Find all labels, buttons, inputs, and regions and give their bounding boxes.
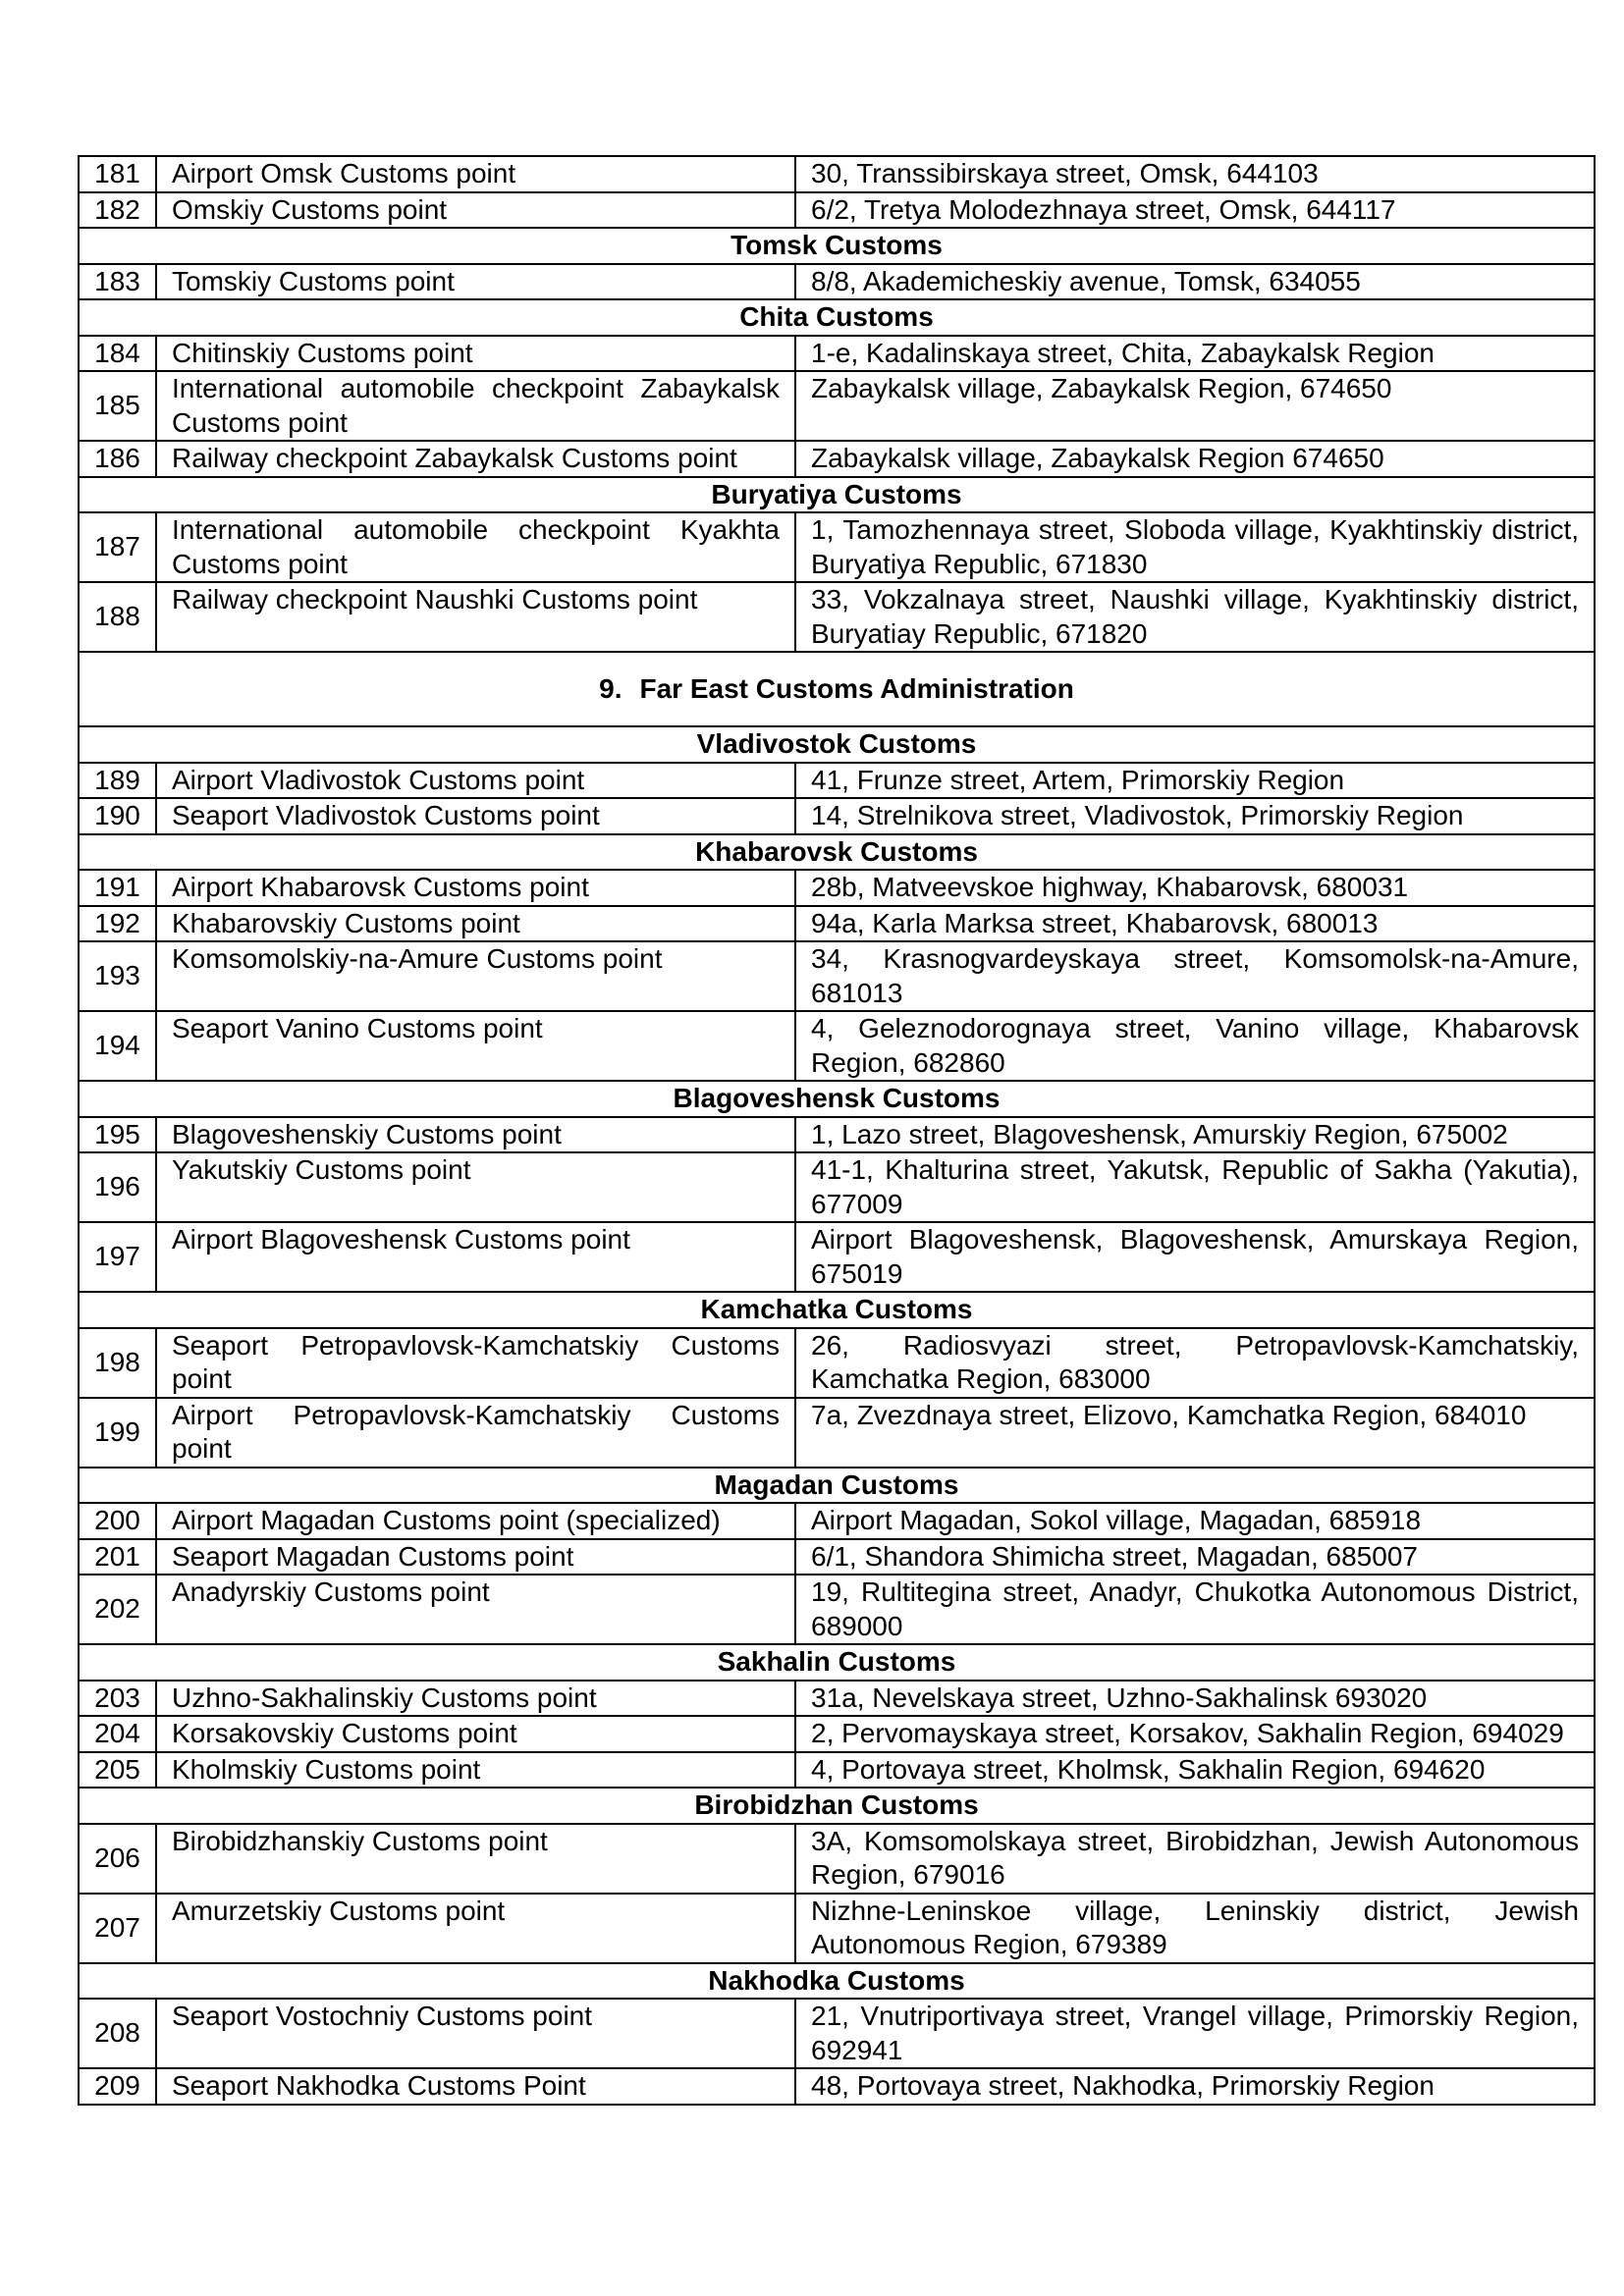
customs-point-address-cell: 28b, Matveevskoe highway, Khabarovsk, 680031 <box>795 870 1595 906</box>
customs-point-name-cell: Airport Petropavlovsk-Kamchatskiy Customs point <box>156 1398 795 1468</box>
row-number-cell: 194 <box>79 1011 156 1081</box>
customs-point-address-cell: 31a, Nevelskaya street, Uzhno-Sakhalinsk 693020 <box>795 1681 1595 1717</box>
table-row <box>79 192 1595 229</box>
customs-point-address-cell: Zabaykalsk village, Zabaykalsk Region 674650 <box>795 441 1595 477</box>
row-number-cell: 202 <box>79 1575 156 1644</box>
row-number-cell: 208 <box>79 1999 156 2068</box>
customs-group-heading: Buryatiya Customs <box>79 477 1595 513</box>
administration-section-row <box>79 652 1595 726</box>
table-row <box>79 441 1595 477</box>
customs-point-name-cell: Uzhno-Sakhalinskiy Customs point <box>156 1681 795 1717</box>
customs-point-name-cell: Seaport Petropavlovsk-Kamchatskiy Customs point <box>156 1328 795 1398</box>
customs-point-address-cell: Airport Magadan, Sokol village, Magadan, 685918 <box>795 1503 1595 1539</box>
customs-point-name-cell: Birobidzhanskiy Customs point <box>156 1824 795 1894</box>
administration-section-heading <box>79 652 1595 726</box>
customs-point-address-cell: 4, Geleznodorognaya street, Vanino village, Khabarovsk Region, 682860 <box>795 1011 1595 1081</box>
section-number: 9. <box>599 672 623 704</box>
row-number-cell: 198 <box>79 1328 156 1398</box>
row-number-cell: 186 <box>79 441 156 477</box>
row-number-cell: 200 <box>79 1503 156 1539</box>
table-row <box>79 1152 1595 1222</box>
customs-points-table <box>78 155 1596 2106</box>
customs-point-address-cell: 1, Tamozhennaya street, Sloboda village, Kyakhtinskiy district, Buryatiya Republic, 671830 <box>795 512 1595 582</box>
customs-point-name-cell: International automobile checkpoint Zabaykalsk Customs point <box>156 371 795 441</box>
customs-point-address-cell: 14, Strelnikova street, Vladivostok, Primorskiy Region <box>795 798 1595 834</box>
customs-point-address-cell: Nizhne-Leninskoe village, Leninskiy district, Jewish Autonomous Region, 679389 <box>795 1894 1595 1963</box>
row-number-cell: 201 <box>79 1539 156 1575</box>
customs-group-heading: Khabarovsk Customs <box>79 834 1595 871</box>
customs-group-heading: Birobidzhan Customs <box>79 1788 1595 1824</box>
table-row <box>79 2068 1595 2105</box>
customs-point-address-cell: 21, Vnutriportivaya street, Vrangel village, Primorskiy Region, 692941 <box>795 1999 1595 2068</box>
customs-point-name-cell: Seaport Vladivostok Customs point <box>156 798 795 834</box>
customs-point-address-cell: 48, Portovaya street, Nakhodka, Primorskiy Region <box>795 2068 1595 2105</box>
row-number-cell: 188 <box>79 582 156 652</box>
customs-point-address-cell: 41-1, Khalturina street, Yakutsk, Republic of Sakha (Yakutia), 677009 <box>795 1152 1595 1222</box>
table-row <box>79 371 1595 441</box>
customs-point-name-cell: Amurzetskiy Customs point <box>156 1894 795 1963</box>
customs-point-name-cell: International automobile checkpoint Kyakhta Customs point <box>156 512 795 582</box>
table-row <box>79 1398 1595 1468</box>
table-row <box>79 941 1595 1011</box>
customs-point-address-cell: Airport Blagoveshensk, Blagoveshensk, Amurskaya Region, 675019 <box>795 1222 1595 1292</box>
customs-point-name-cell: Seaport Vostochniy Customs point <box>156 1999 795 2068</box>
customs-point-address-cell: 8/8, Akademicheskiy avenue, Tomsk, 634055 <box>795 264 1595 300</box>
customs-point-name-cell: Airport Vladivostok Customs point <box>156 763 795 799</box>
customs-point-name-cell: Yakutskiy Customs point <box>156 1152 795 1222</box>
customs-group-heading: Sakhalin Customs <box>79 1644 1595 1681</box>
row-number-cell: 182 <box>79 192 156 229</box>
customs-group-row <box>79 726 1595 763</box>
table-row <box>79 1117 1595 1153</box>
customs-group-row <box>79 1081 1595 1117</box>
customs-point-name-cell: Railway checkpoint Zabaykalsk Customs point <box>156 441 795 477</box>
row-number-cell: 187 <box>79 512 156 582</box>
customs-point-name-cell: Chitinskiy Customs point <box>156 336 795 372</box>
row-number-cell: 185 <box>79 371 156 441</box>
table-row <box>79 582 1595 652</box>
customs-group-heading: Magadan Customs <box>79 1468 1595 1504</box>
customs-point-name-cell: Blagoveshenskiy Customs point <box>156 1117 795 1153</box>
customs-point-name-cell: Tomskiy Customs point <box>156 264 795 300</box>
customs-group-heading: Vladivostok Customs <box>79 726 1595 763</box>
customs-group-row <box>79 1788 1595 1824</box>
customs-group-row <box>79 1292 1595 1328</box>
row-number-cell: 207 <box>79 1894 156 1963</box>
customs-point-name-cell: Anadyrskiy Customs point <box>156 1575 795 1644</box>
row-number-cell: 197 <box>79 1222 156 1292</box>
row-number-cell: 181 <box>79 156 156 192</box>
customs-point-address-cell: 94a, Karla Marksa street, Khabarovsk, 680013 <box>795 906 1595 942</box>
customs-group-heading: Kamchatka Customs <box>79 1292 1595 1328</box>
row-number-cell: 205 <box>79 1752 156 1789</box>
table-row <box>79 1824 1595 1894</box>
customs-point-address-cell: 6/2, Tretya Molodezhnaya street, Omsk, 644117 <box>795 192 1595 229</box>
customs-point-name-cell: Railway checkpoint Naushki Customs point <box>156 582 795 652</box>
table-row <box>79 336 1595 372</box>
table-row <box>79 1575 1595 1644</box>
customs-point-address-cell: 2, Pervomayskaya street, Korsakov, Sakhalin Region, 694029 <box>795 1716 1595 1752</box>
customs-point-name-cell: Kholmskiy Customs point <box>156 1752 795 1789</box>
table-row <box>79 264 1595 300</box>
table-row <box>79 1539 1595 1575</box>
customs-group-row <box>79 1963 1595 2000</box>
customs-point-address-cell: 41, Frunze street, Artem, Primorskiy Region <box>795 763 1595 799</box>
customs-group-row <box>79 477 1595 513</box>
customs-point-address-cell: Zabaykalsk village, Zabaykalsk Region, 674650 <box>795 371 1595 441</box>
customs-point-address-cell: 1, Lazo street, Blagoveshensk, Amurskiy Region, 675002 <box>795 1117 1595 1153</box>
customs-point-name-cell: Seaport Vanino Customs point <box>156 1011 795 1081</box>
table-row <box>79 1222 1595 1292</box>
table-row <box>79 1503 1595 1539</box>
row-number-cell: 184 <box>79 336 156 372</box>
customs-points-table-body <box>79 156 1595 2105</box>
customs-point-address-cell: 7a, Zvezdnaya street, Elizovo, Kamchatka Region, 684010 <box>795 1398 1595 1468</box>
customs-point-address-cell: 30, Transsibirskaya street, Omsk, 644103 <box>795 156 1595 192</box>
table-row <box>79 906 1595 942</box>
customs-point-name-cell: Omskiy Customs point <box>156 192 795 229</box>
customs-point-name-cell: Komsomolskiy-na-Amure Customs point <box>156 941 795 1011</box>
customs-point-address-cell: 19, Rultitegina street, Anadyr, Chukotka Autonomous District, 689000 <box>795 1575 1595 1644</box>
table-row <box>79 763 1595 799</box>
row-number-cell: 206 <box>79 1824 156 1894</box>
customs-group-heading: Nakhodka Customs <box>79 1963 1595 2000</box>
table-row <box>79 1999 1595 2068</box>
customs-point-address-cell: 3A, Komsomolskaya street, Birobidzhan, Jewish Autonomous Region, 679016 <box>795 1824 1595 1894</box>
row-number-cell: 183 <box>79 264 156 300</box>
customs-point-address-cell: 26, Radiosvyazi street, Petropavlovsk-Kamchatskiy, Kamchatka Region, 683000 <box>795 1328 1595 1398</box>
row-number-cell: 209 <box>79 2068 156 2105</box>
customs-point-address-cell: 34, Krasnogvardeyskaya street, Komsomolsk-na-Amure, 681013 <box>795 941 1595 1011</box>
table-row <box>79 1894 1595 1963</box>
customs-group-row <box>79 834 1595 871</box>
table-row <box>79 1011 1595 1081</box>
row-number-cell: 204 <box>79 1716 156 1752</box>
table-row <box>79 156 1595 192</box>
customs-point-name-cell: Seaport Magadan Customs point <box>156 1539 795 1575</box>
customs-point-name-cell: Airport Blagoveshensk Customs point <box>156 1222 795 1292</box>
customs-point-name-cell: Airport Omsk Customs point <box>156 156 795 192</box>
table-row <box>79 1681 1595 1717</box>
table-row <box>79 512 1595 582</box>
customs-group-row <box>79 228 1595 264</box>
customs-group-row <box>79 299 1595 336</box>
customs-point-address-cell: 1-e, Kadalinskaya street, Chita, Zabaykalsk Region <box>795 336 1595 372</box>
customs-group-heading: Chita Customs <box>79 299 1595 336</box>
row-number-cell: 191 <box>79 870 156 906</box>
row-number-cell: 192 <box>79 906 156 942</box>
row-number-cell: 189 <box>79 763 156 799</box>
section-title: Far East Customs Administration <box>639 672 1074 704</box>
customs-point-name-cell: Khabarovskiy Customs point <box>156 906 795 942</box>
row-number-cell: 196 <box>79 1152 156 1222</box>
table-row <box>79 1716 1595 1752</box>
table-row <box>79 1328 1595 1398</box>
table-row <box>79 1752 1595 1789</box>
row-number-cell: 190 <box>79 798 156 834</box>
customs-point-name-cell: Seaport Nakhodka Customs Point <box>156 2068 795 2105</box>
row-number-cell: 193 <box>79 941 156 1011</box>
customs-point-address-cell: 4, Portovaya street, Kholmsk, Sakhalin Region, 694620 <box>795 1752 1595 1789</box>
customs-point-name-cell: Airport Magadan Customs point (specialized) <box>156 1503 795 1539</box>
row-number-cell: 195 <box>79 1117 156 1153</box>
row-number-cell: 199 <box>79 1398 156 1468</box>
table-row <box>79 870 1595 906</box>
customs-point-name-cell: Korsakovskiy Customs point <box>156 1716 795 1752</box>
customs-group-row <box>79 1468 1595 1504</box>
customs-point-name-cell: Airport Khabarovsk Customs point <box>156 870 795 906</box>
customs-group-heading: Blagoveshensk Customs <box>79 1081 1595 1117</box>
row-number-cell: 203 <box>79 1681 156 1717</box>
customs-point-address-cell: 6/1, Shandora Shimicha street, Magadan, 685007 <box>795 1539 1595 1575</box>
customs-group-row <box>79 1644 1595 1681</box>
customs-point-address-cell: 33, Vokzalnaya street, Naushki village, Kyakhtinskiy district, Buryatiay Republic, 671820 <box>795 582 1595 652</box>
table-row <box>79 798 1595 834</box>
customs-group-heading: Tomsk Customs <box>79 228 1595 264</box>
